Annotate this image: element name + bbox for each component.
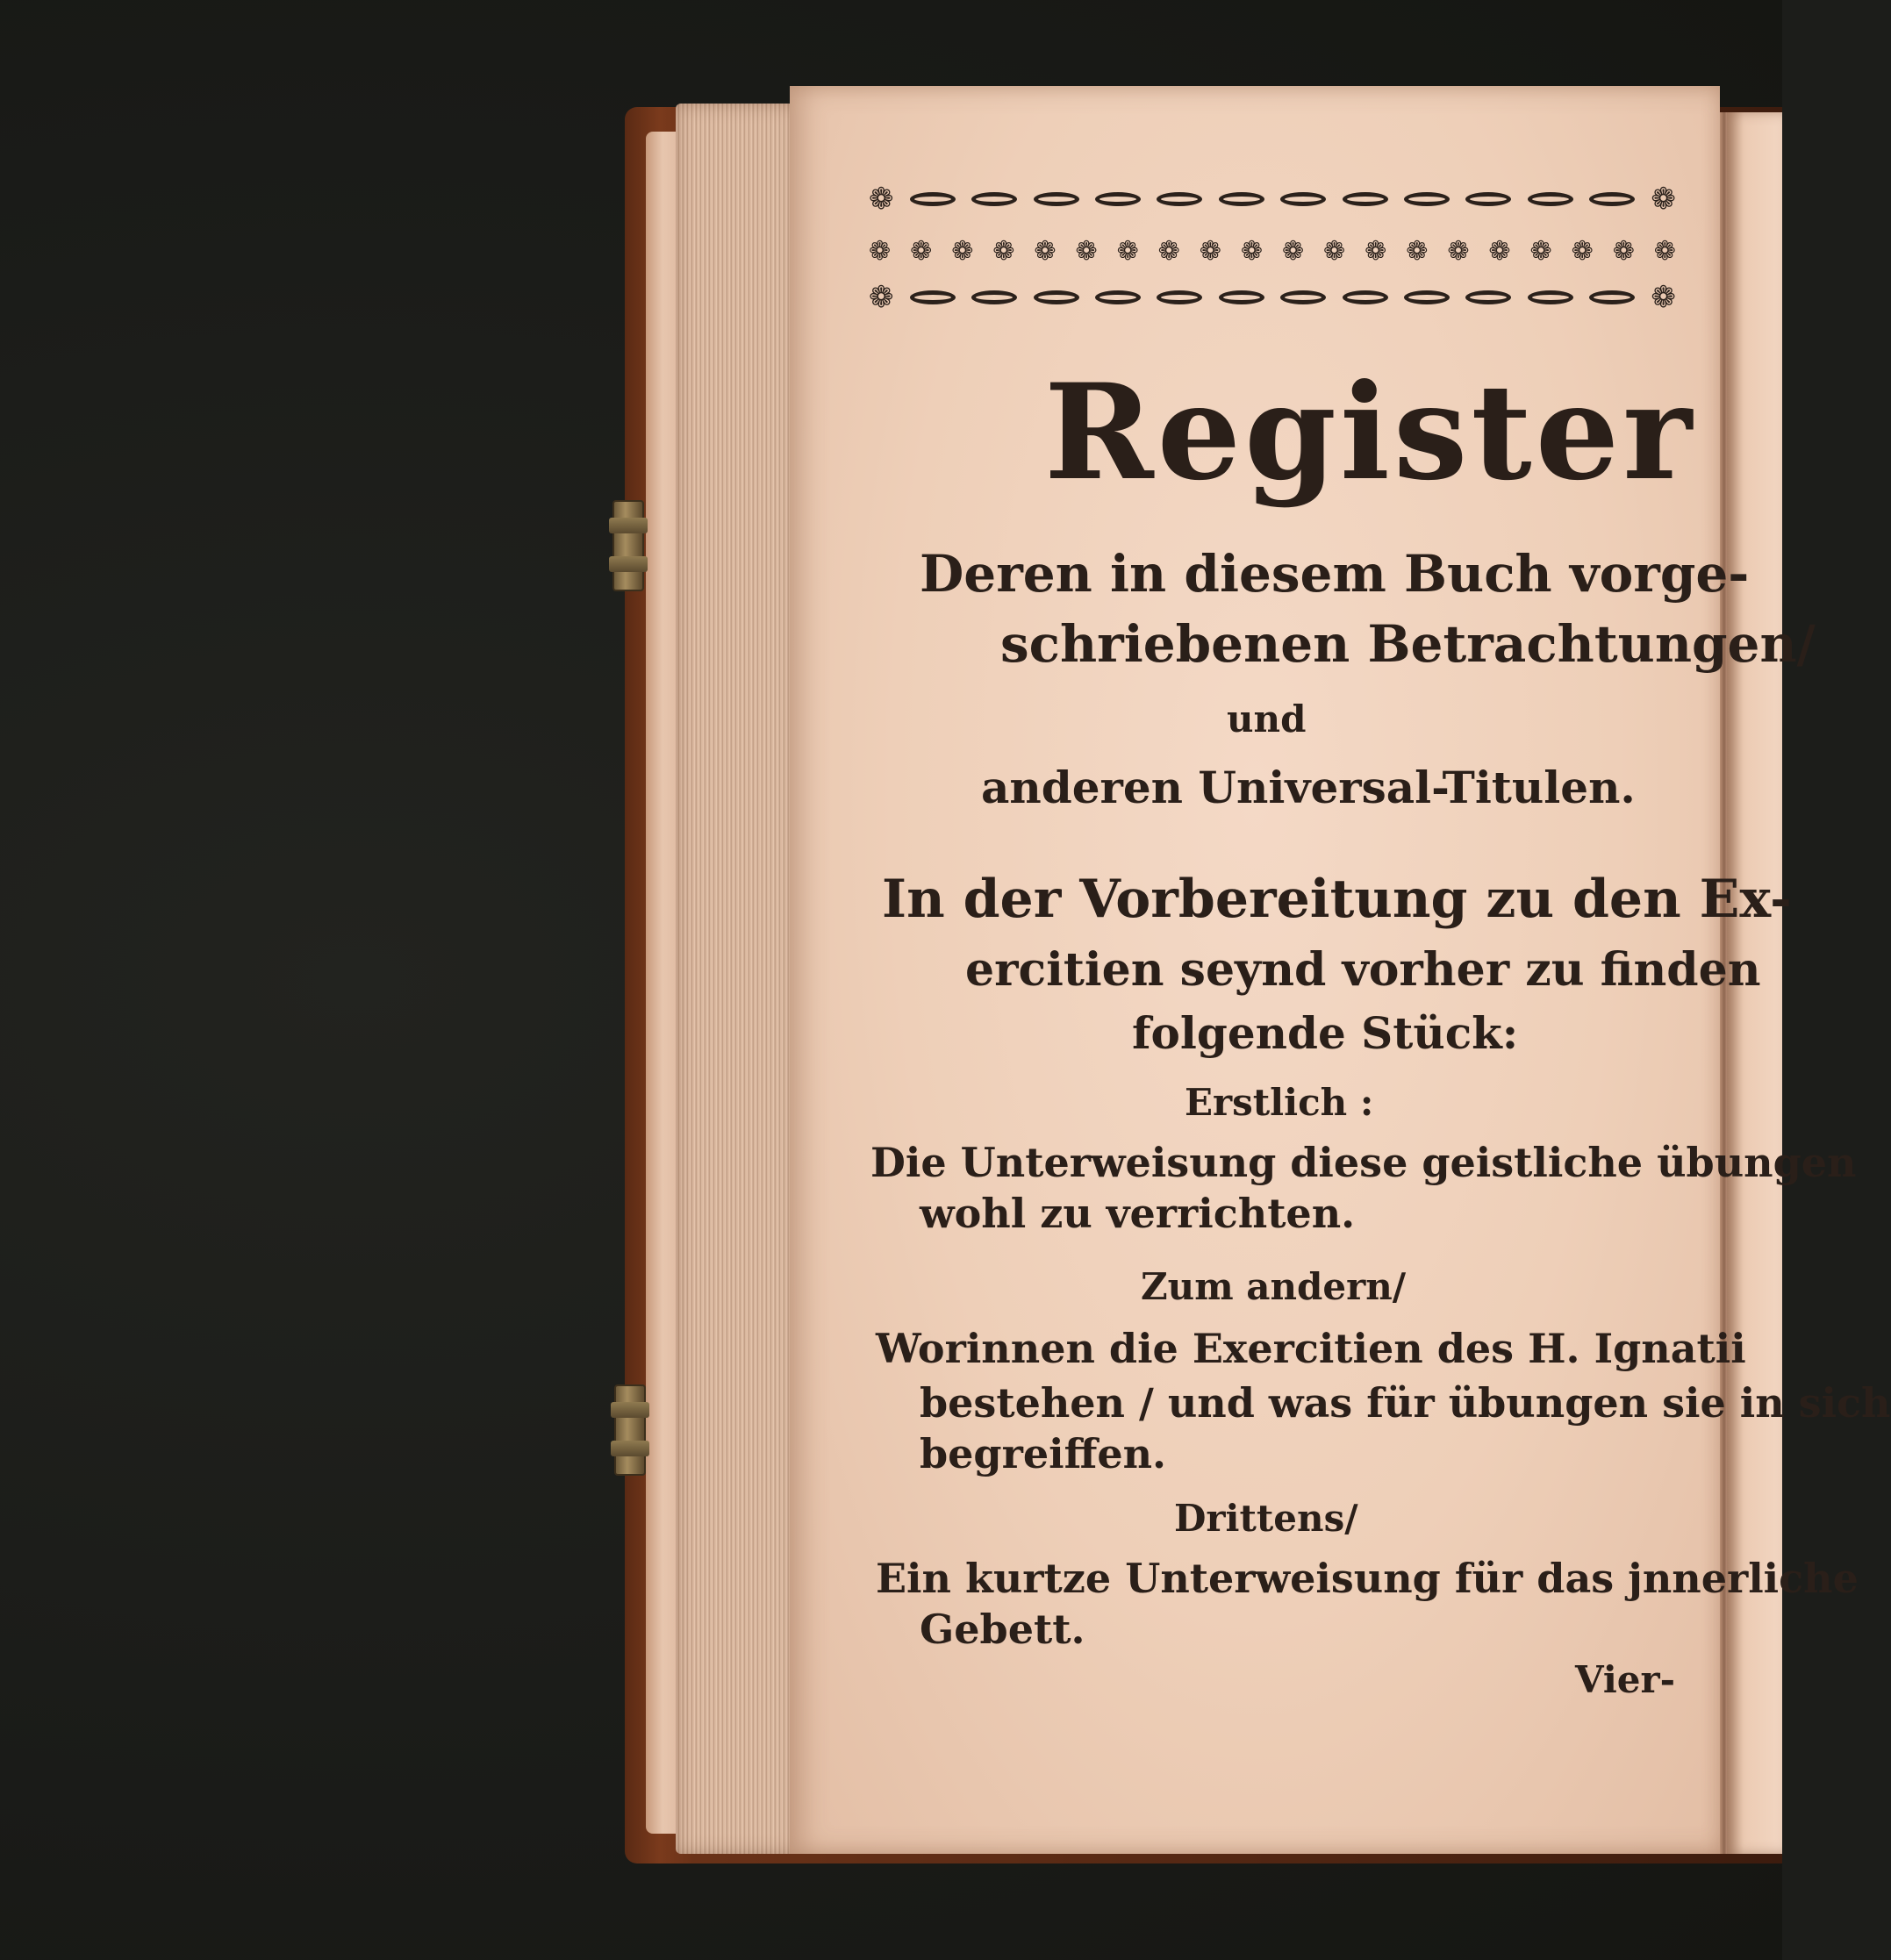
section-heading-line: folgende Stück: — [1132, 1007, 1519, 1059]
ornament-band-bottom — [869, 281, 1676, 314]
rosette-icon: ❁ — [869, 182, 894, 217]
ring-ornament — [1034, 192, 1079, 206]
rosette-icon: ❁ — [1571, 236, 1594, 267]
rosette-icon: ❁ — [1406, 236, 1429, 267]
subtitle-line: Deren in diesem Buch vorge- — [920, 544, 1750, 604]
rosette-icon: ❁ — [1281, 236, 1305, 267]
ring-ornament — [1343, 290, 1388, 304]
catchword: Vier- — [1575, 1658, 1676, 1701]
ring-ornament — [1343, 192, 1388, 206]
rosette-icon: ❁ — [1651, 280, 1676, 315]
ring-ornament — [1219, 192, 1264, 206]
page-edges-stack — [676, 104, 799, 1854]
entry-line: wohl zu verrichten. — [920, 1190, 1356, 1237]
rosette-icon: ❁ — [1488, 236, 1511, 267]
entry-line: Worinnen die Exercitien des H. Ignatii — [876, 1325, 1746, 1372]
ring-ornament — [1528, 192, 1573, 206]
entry-line: bestehen / und was für übungen sie in sich — [920, 1379, 1891, 1427]
ring-ornament — [1219, 290, 1264, 304]
book-clasp-upper — [612, 500, 644, 591]
page-title: Register — [1044, 355, 1696, 510]
ring-ornament — [1528, 290, 1573, 304]
subtitle-line: und — [1227, 697, 1307, 740]
subtitle-line: schriebenen Betrachtungen/ — [1000, 614, 1816, 674]
ring-ornament — [1404, 290, 1450, 304]
section-heading-line: In der Vorbereitung zu den Ex- — [882, 869, 1792, 930]
rosette-icon: ❁ — [1075, 236, 1098, 267]
rosette-icon: ❁ — [1157, 236, 1180, 267]
ring-ornament — [971, 192, 1017, 206]
subtitle-line: anderen Universal-Titulen. — [981, 762, 1636, 813]
ring-ornament — [1589, 192, 1635, 206]
section-heading-line: ercitien seynd vorher zu finden — [965, 943, 1761, 997]
entry-line: Gebett. — [920, 1606, 1085, 1653]
rosette-icon: ❁ — [1199, 236, 1221, 267]
ring-ornament — [910, 192, 956, 206]
entry-line: begreiffen. — [920, 1430, 1167, 1477]
ornament-band-top — [869, 182, 1676, 216]
rosette-icon: ❁ — [1447, 236, 1470, 267]
ring-ornament — [1157, 192, 1202, 206]
rosette-icon: ❁ — [1365, 236, 1387, 267]
ring-ornament — [1465, 192, 1511, 206]
rosette-icon: ❁ — [1034, 236, 1057, 267]
rosette-icon: ❁ — [1653, 236, 1676, 267]
rosette-icon: ❁ — [1612, 236, 1635, 267]
rosette-icon: ❁ — [1323, 236, 1346, 267]
rosette-icon: ❁ — [869, 280, 894, 315]
ring-ornament — [1465, 290, 1511, 304]
rosette-icon: ❁ — [1240, 236, 1263, 267]
rosette-icon: ❁ — [1651, 182, 1676, 217]
ring-ornament — [1280, 192, 1326, 206]
entry-line: Die Unterweisung diese geistliche übungen — [870, 1139, 1857, 1186]
ring-ornament — [1034, 290, 1079, 304]
rosette-icon: ❁ — [1529, 236, 1552, 267]
ring-ornament — [1157, 290, 1202, 304]
entry-label: Drittens/ — [1174, 1497, 1358, 1540]
ring-ornament — [1280, 290, 1326, 304]
entry-label: Zum andern/ — [1141, 1265, 1407, 1308]
ring-ornament — [1095, 192, 1141, 206]
ring-ornament — [1095, 290, 1141, 304]
ornament-band-middle — [869, 235, 1676, 268]
book-clasp-lower — [614, 1384, 646, 1476]
entry-label: Erstlich : — [1185, 1081, 1374, 1124]
ring-ornament — [1589, 290, 1635, 304]
entry-line: Ein kurtze Unterweisung für das jnnerliche — [876, 1555, 1859, 1602]
rosette-icon: ❁ — [1116, 236, 1139, 267]
rosette-icon: ❁ — [992, 236, 1015, 267]
rosette-icon: ❁ — [910, 236, 933, 267]
ring-ornament — [910, 290, 956, 304]
rosette-icon: ❁ — [951, 236, 974, 267]
ring-ornament — [1404, 192, 1450, 206]
rosette-icon: ❁ — [869, 236, 892, 267]
ring-ornament — [971, 290, 1017, 304]
